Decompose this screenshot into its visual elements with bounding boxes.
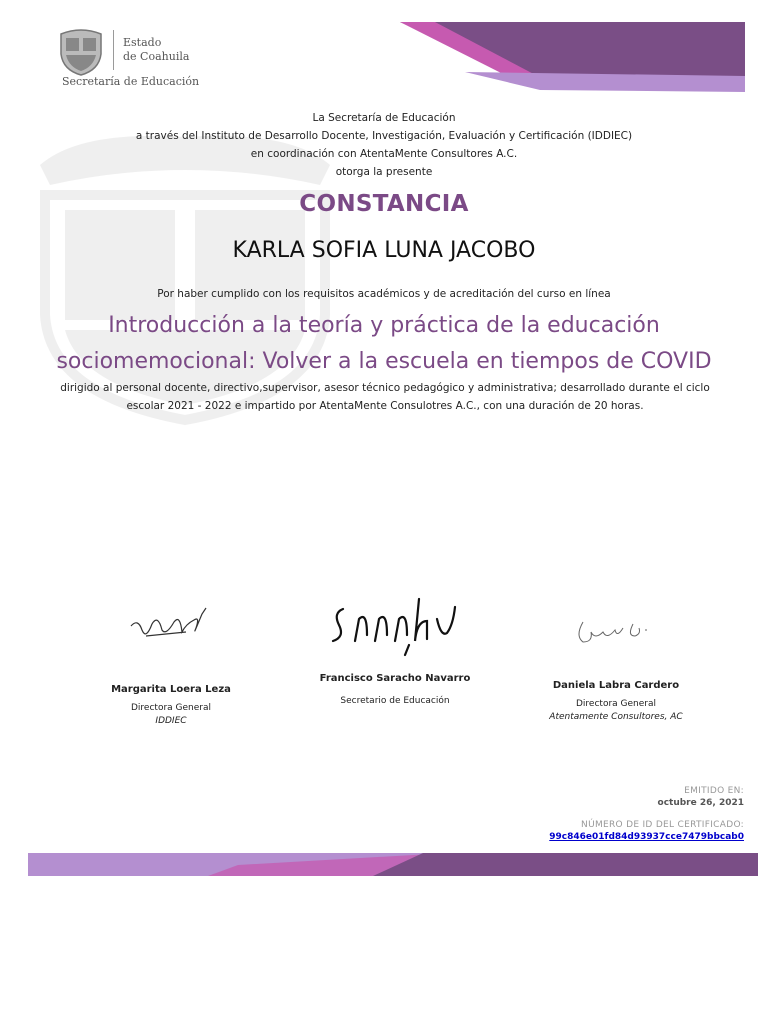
certificate-id-label: NÚMERO DE ID DEL CERTIFICADO: [581,820,744,830]
coahuila-shield-icon [57,26,105,76]
certificate-title: CONSTANCIA [299,191,469,217]
signature-3-image [571,606,661,654]
signer-1-org: IDDIEC [155,716,187,726]
signer-3-name: Daniela Labra Cardero [552,680,680,691]
certificate-id-link[interactable]: 99c846e01fd84d93937cce7479bbcab0 [549,832,744,842]
signer-2-name: Francisco Saracho Navarro [319,673,471,684]
issued-label: EMITIDO EN: [684,786,744,796]
completion-reason: Por haber cumplido con los requisitos académicos y de acreditación del curso en línea [157,288,611,300]
signature-1-image [126,602,216,654]
course-details-line-1: dirigido al personal docente, directivo,supervisor, asesor técnico pedagógico y administrativa; desarrollado durante el ciclo [60,382,710,394]
signer-1-name: Margarita Loera Leza [111,684,231,695]
course-details [60,379,710,415]
certificate-id-block [549,820,744,842]
logo-state-text [123,36,189,64]
header-decorative-band [395,20,745,95]
issued-date: octubre 26, 2021 [657,798,744,808]
logo-state-line2: de Coahuila [123,50,190,63]
logo-divider [113,30,114,70]
logo-department: Secretaría de Educación [62,75,200,88]
intro-line-1: La Secretaría de Educación [312,112,456,124]
signer-2-role: Secretario de Educación [340,696,450,706]
signature-2-image [325,585,465,657]
header-band-dark [400,22,745,78]
logo-state-line1: Estado [123,36,162,49]
course-details-line-2: escolar 2021 - 2022 e impartido por AtentaMente Consulotres A.C., con una duración de 20 horas. [126,400,644,412]
signer-3-org: Atentamente Consultores, AC [549,712,683,722]
course-title [0,308,768,380]
signer-3-role: Directora General [576,699,656,709]
signer-1-role: Directora General [131,703,211,713]
course-title-line-1: Introducción a la teoría y práctica de la educación [108,313,660,338]
intro-line-2: a través del Instituto de Desarrollo Docente, Investigación, Evaluación y Certificación (IDDIEC) [135,130,633,142]
issued-block [658,786,744,808]
intro-line-4: otorga la presente [335,166,433,178]
course-title-line-2: sociomemocional: Volver a la escuela en tiempos de COVID [56,349,712,374]
recipient-name: KARLA SOFIA LUNA JACOBO [232,238,536,263]
intro-line-3: en coordinación con AtentaMente Consultores A.C. [250,148,518,160]
footer-band-dark [373,853,758,876]
footer-decorative-band [28,853,758,876]
signature-block-1 [86,602,256,726]
signature-block-2 [310,585,480,706]
intro-text [0,109,768,181]
state-logo [57,26,200,92]
signature-block-3 [531,606,701,722]
